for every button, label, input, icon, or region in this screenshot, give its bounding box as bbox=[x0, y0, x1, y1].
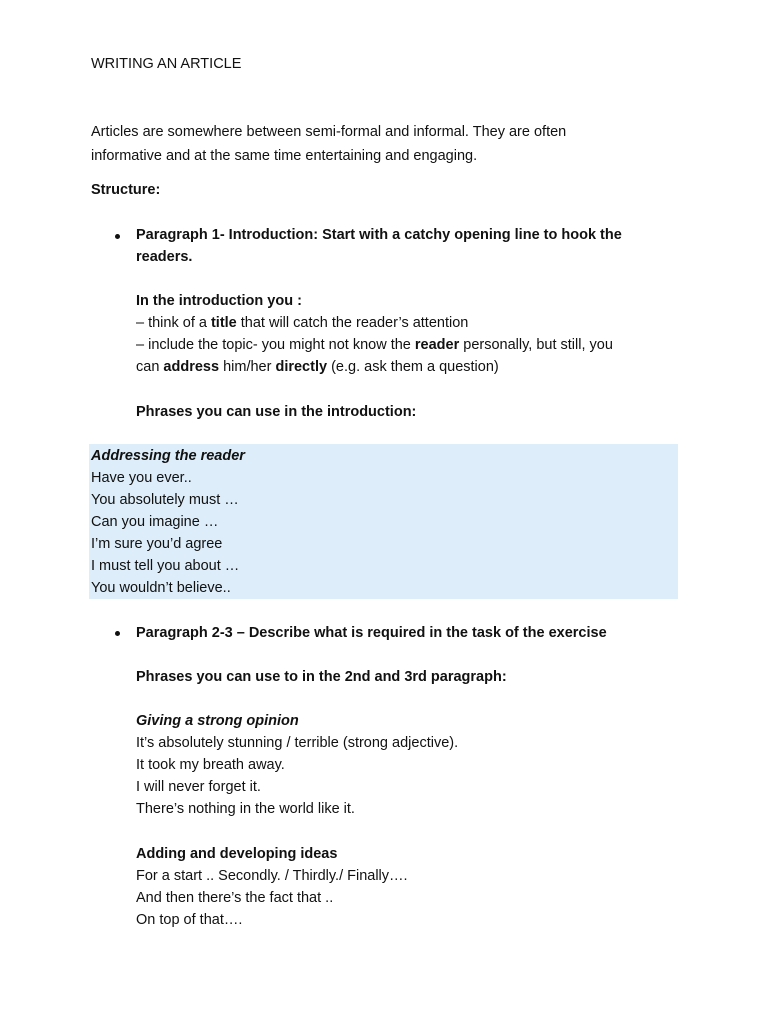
paragraph-2-3-phrases-label: Phrases you can use to in the 2nd and 3rd paragraph: bbox=[136, 669, 507, 685]
phrase-item: Have you ever.. bbox=[91, 470, 192, 486]
phrase-item: It’s absolutely stunning / terrible (strong adjective). bbox=[136, 735, 459, 751]
tip-text: (e.g. ask them a question) bbox=[327, 359, 499, 375]
bullet-icon bbox=[115, 234, 120, 239]
phrase-item: There’s nothing in the world like it. bbox=[136, 801, 355, 817]
phrase-item: You wouldn’t believe.. bbox=[91, 580, 231, 596]
tip-text: personally, but still, you bbox=[459, 337, 613, 353]
tip-address bbox=[136, 356, 499, 378]
structure-label: Structure: bbox=[91, 182, 161, 198]
bullet-icon bbox=[115, 631, 120, 636]
phrase-item: I’m sure you’d agree bbox=[91, 536, 223, 552]
phrase-item: For a start .. Secondly. / Thirdly./ Finally…. bbox=[136, 868, 408, 884]
introduction-phrases-label: Phrases you can use in the introduction: bbox=[136, 404, 417, 420]
tip-text: can bbox=[136, 359, 164, 375]
phrase-item: You absolutely must … bbox=[91, 492, 239, 508]
phrase-item: I will never forget it. bbox=[136, 779, 261, 795]
phrase-item: It took my breath away. bbox=[136, 757, 285, 773]
tip-topic bbox=[136, 334, 613, 356]
strong-opinion-heading: Giving a strong opinion bbox=[136, 713, 299, 729]
tip-keyword: directly bbox=[275, 359, 328, 375]
addressing-reader-box bbox=[89, 444, 678, 599]
paragraph-1-heading-line-1: Paragraph 1- Introduction: Start with a catchy opening line to hook the bbox=[136, 227, 622, 243]
paragraph-1-heading-line-2: readers. bbox=[136, 249, 193, 265]
tip-keyword: reader bbox=[414, 337, 460, 353]
intro-text-line-2: informative and at the same time entertaining and engaging. bbox=[91, 148, 478, 164]
adding-ideas-heading: Adding and developing ideas bbox=[136, 846, 338, 862]
phrase-item: On top of that…. bbox=[136, 912, 243, 928]
introduction-label: In the introduction you : bbox=[136, 293, 302, 309]
phrase-item: And then there’s the fact that .. bbox=[136, 890, 334, 906]
tip-text: – think of a bbox=[136, 315, 211, 331]
tip-text: – include the topic- you might not know the bbox=[136, 337, 415, 353]
phrase-item: I must tell you about … bbox=[91, 558, 240, 574]
paragraph-2-3-heading: Paragraph 2-3 – Describe what is required in the task of the exercise bbox=[136, 625, 607, 641]
tip-text: him/her bbox=[219, 359, 276, 375]
tip-keyword: address bbox=[163, 359, 220, 375]
tip-text: that will catch the reader’s attention bbox=[236, 315, 469, 331]
addressing-reader-heading: Addressing the reader bbox=[91, 448, 245, 464]
phrase-item: Can you imagine … bbox=[91, 514, 219, 530]
tip-title bbox=[136, 312, 468, 334]
tip-keyword: title bbox=[210, 315, 237, 331]
intro-text-line-1: Articles are somewhere between semi-formal and informal. They are often bbox=[91, 124, 567, 140]
document-title: WRITING AN ARTICLE bbox=[91, 56, 242, 72]
